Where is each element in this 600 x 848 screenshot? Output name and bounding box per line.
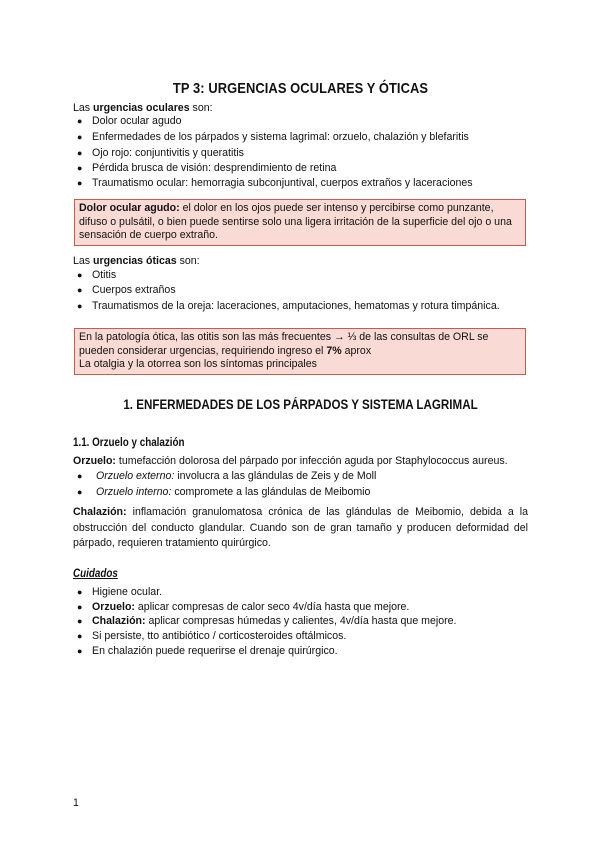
bullet-icon: ●	[77, 116, 83, 126]
otic-note-box: En la patología ótica, las otitis son las más frecuentes → ⅓ de las consultas de ORL se pueden considerar urgencias, requiriendo ingreso el 7% aprox La otalgia y la otorrea son los síntomas principales	[74, 328, 526, 375]
bullet-icon: ●	[77, 178, 83, 188]
document-title: TP 3: URGENCIAS OCULARES Y ÓTICAS	[172, 80, 429, 97]
bullet-icon: ●	[77, 487, 83, 497]
bullet-icon: ●	[77, 270, 83, 280]
ocular-intro: Las urgencias oculares son:	[73, 102, 213, 114]
ocular-note-box: Dolor ocular agudo: el dolor en los ojos puede ser intenso y percibirse como punzante, difuso o pulsátil, o bien puede sentirse solo una ligera irritación de la superficie del ojo o una sensación de cuerpo extraño.	[74, 199, 526, 246]
bullet-icon: ●	[77, 587, 83, 597]
bullet-icon: ●	[77, 602, 83, 612]
subsection-heading: 1.1. Orzuelo y chalazión	[73, 435, 185, 449]
page-number: 1	[73, 797, 79, 809]
bullet-icon: ●	[77, 646, 83, 656]
bullet-icon: ●	[77, 616, 83, 626]
bullet-icon: ●	[77, 631, 83, 641]
bullet-icon: ●	[77, 471, 83, 481]
cuidados-heading: Cuidados	[73, 566, 118, 580]
bullet-icon: ●	[77, 285, 83, 295]
bullet-icon: ●	[77, 163, 83, 173]
otic-intro: Las urgencias óticas son:	[73, 255, 200, 267]
bullet-icon: ●	[77, 132, 83, 142]
orzuelo-definition: Orzuelo: tumefacción dolorosa del párpado por infección aguda por Staphylococcus aureus.	[73, 455, 508, 467]
bullet-icon: ●	[77, 148, 83, 158]
chalazion-definition: Chalazión: inflamación granulomatosa crónica de las glándulas de Meibomio, debida a la obstrucción del conducto glandular. Cuando son de gran tamaño y producen deformidad del párpado, requieren tratamiento quirúrgico.	[73, 506, 528, 549]
bullet-icon: ●	[77, 301, 83, 311]
section-heading: 1. ENFERMEDADES DE LOS PÁRPADOS Y SISTEMA LAGRIMAL	[123, 397, 478, 412]
